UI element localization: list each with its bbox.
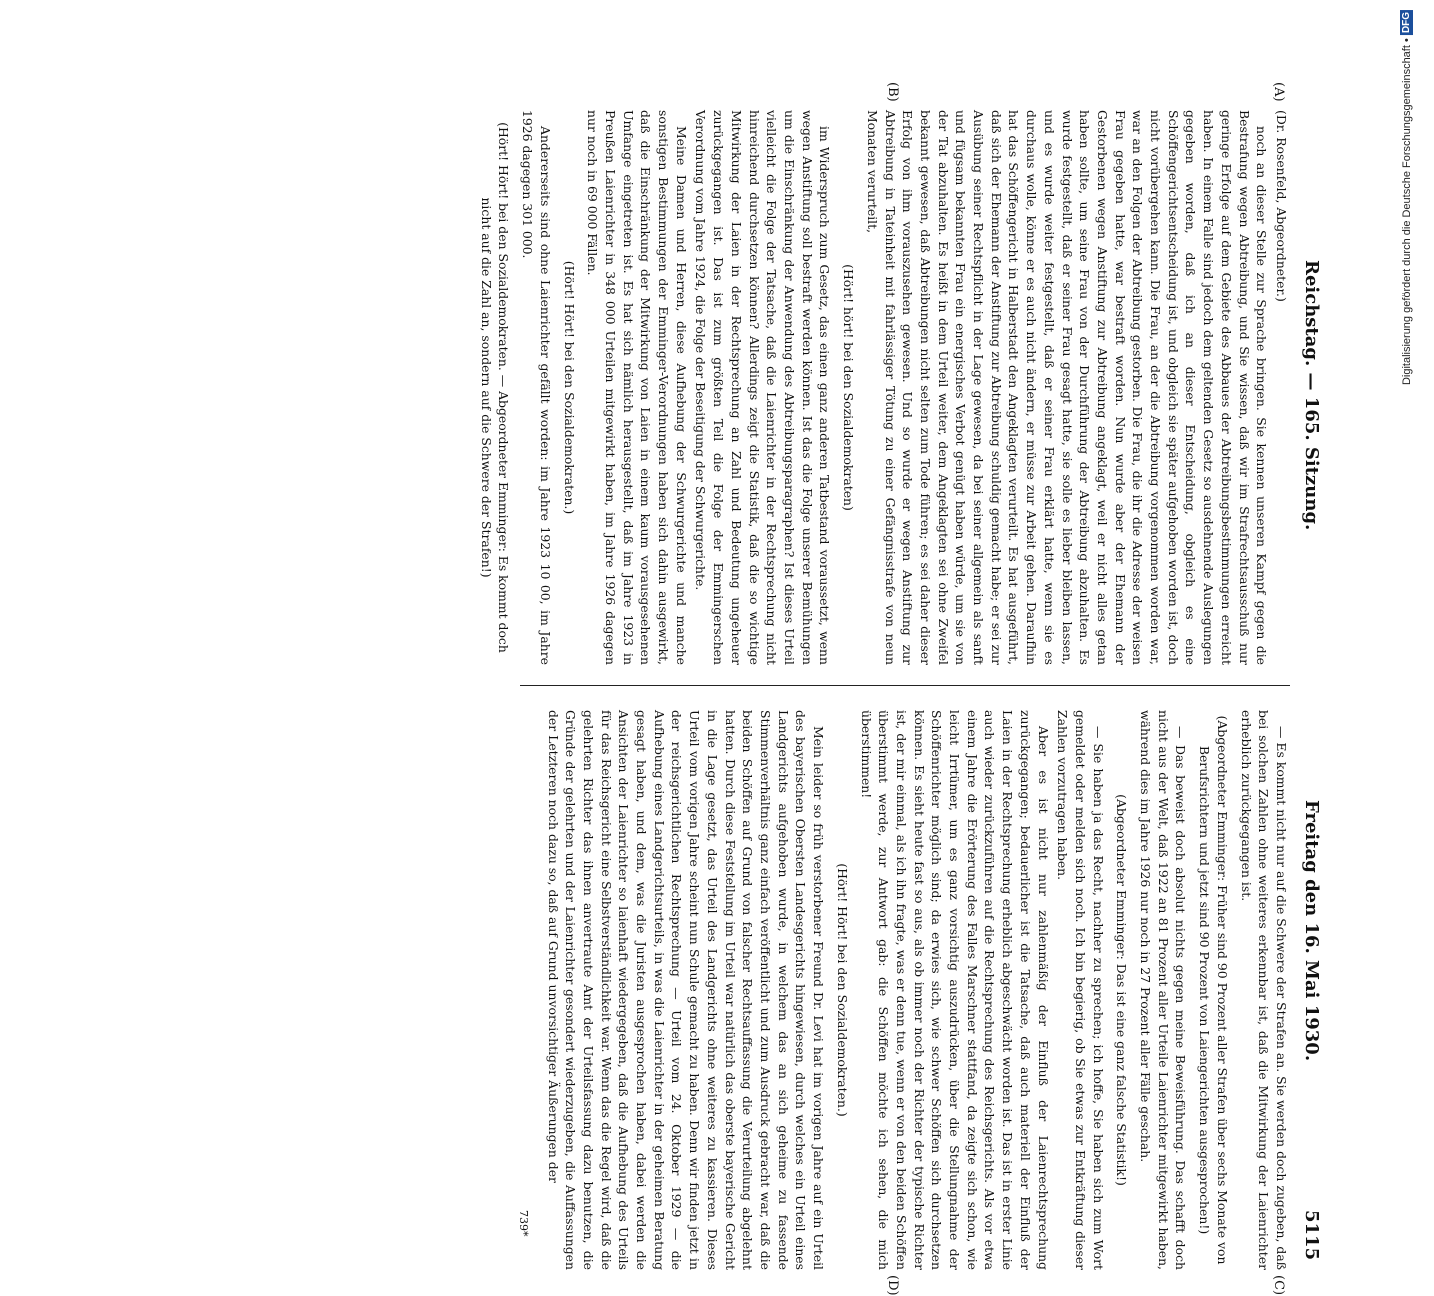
margin-marker-c: (C) <box>1271 1275 1286 1296</box>
paragraph: Andererseits sind ohne Laienrichter gefällt worden: im Jahre 1923 10 00, im Jahre 1926 dagegen 301 000. <box>520 110 553 665</box>
attribution-text: Digitalisierung gefördert durch die Deutsche Forschungsgemeinschaft • <box>1401 38 1413 386</box>
paragraph: — Sie haben ja das Recht, nachher zu sprechen; ich hoffe, Sie haben sich zum Wort gemeldet oder melden sich noch. Ich bin begierig, ob Sie etwas zur Entkräftung dieser Zahlen vorzutragen haben. <box>1055 710 1106 1270</box>
right-column <box>520 710 1290 1270</box>
header-left: Reichstag. — 165. Sitzung. <box>1301 260 1322 531</box>
dfg-logo: DFG <box>1401 12 1412 34</box>
paragraph: Mein leider so früh verstorbener Freund Dr. Levi hat im vorigen Jahre auf ein Urteil des bayerischen Obersten Landesgerichts hingewiesen, durch welches ein Urteil eines Landgerichts aufgehoben wurde, in welchem das an sich geheime zu fassende Stimmenverhältnis ganz einfach veröffentlicht und zum Ausdruck gebracht war, daß die beiden Schöffen auf Grund von falscher Rechtsauffassung die Verurteilung abgelehnt hatten. Durch diese Feststellung im Urteil war natürlich das oberste bayerische Gericht in die Lage gesetzt, das Urteil des Landgerichts ohne weiteres zu kassieren. Dieses Urteil vom vorigen Jahre scheint nun Schule gemacht zu haben. Denn wir finden jetzt in der reichsgerichtlichen Rechtsprechung — Urteil vom 24. Oktober 1929 — die Aufhebung eines Landgerichtsurteils, in was die Laienrichter in der geheimen Beratung gesagt haben, und dem, was die Juristen ausgesprochen haben, dabei werden die Ansichten der Laienrichter so laienhaft wiedergegeben, daß die Aufhebung des Urteils für das Reichsgericht eine Selbstverständlichkeit war. Wenn das die Regel wird, daß die gelehrten Richter das ihnen anvertraute Amt der Urteilsfassung dazu benutzen, die Gründe der gelehrten und der Laienrichter gesondert wiederzugeben, die Auffassungen der Letzteren noch dazu so, daß auf Grund unvorsichtiger Äußerungen der <box>545 710 827 1270</box>
speaker-label: (Dr. Rosenfeld, Abgeordneter.) <box>1274 110 1289 302</box>
header-right: Freitag den 16. Mai 1930. <box>1301 800 1322 1062</box>
margin-marker-a: (A) <box>1271 82 1286 102</box>
page-number: 5115 <box>1301 1210 1322 1261</box>
interjection: (Abgeordneter Emminger: Früher sind 90 Prozent aller Strafen über sechs Monate von Berufsrichtern und jetzt sind 90 Prozent von Laiengerichten ausgesprochen!) <box>1197 715 1230 1265</box>
sidebar-attribution <box>1400 10 1430 980</box>
paragraph: im Widerspruch zum Gesetz, das einen ganz anderen Tatbestand voraussetzt, wenn wegen Anstiftung soll bestraft werden können. Ist das die Folge unserer Bemühungen um die Einschränkung der Anwendung des Abtreibungsparagraphen? Ist dieses Urteil vielleicht die Folge der Tatsache, daß die Laienrichter in der Rechtsprechung nicht hinreichend durchsetzen können? Allerdings zeigt die Statistik, daß die so wichtige Mitwirkung der Laien in der Rechtsprechung an Zahl und Bedeutung ungeheuer zurückgegangen ist. Das ist zum größten Teil die Folge der Emmingerschen Verordnung vom Jahre 1924, die Folge der Beseitigung der Schwurgerichte. <box>693 110 833 665</box>
column-divider <box>520 685 1290 686</box>
interjection: (Hört! Hört! bei den Sozialdemokraten. — Abgeordneter Emminger: Es kommt doch nicht auf die Zahl an, sondern auf die Schwere der Strafen!) <box>478 122 512 653</box>
paragraph: Meine Damen und Herren, diese Aufhebung der Schwurgerichte und manche sonstigen Bestimmungen der Emminger-Verordnungen haben sich dahin ausgewirkt, daß die Einschränkung der Mitwirkung von Laien in einem kaum vorausgesehenen Umfange eingetreten ist. Es hat sich nämlich herausgestellt, daß im Jahre 1923 in Preußen Laienrichter in 348 000 Urteilen mitgewirkt haben, im Jahre 1926 dagegen nur noch in 69 000 Fällen. <box>585 110 689 665</box>
margin-marker-b: (B) <box>885 82 900 102</box>
paragraph: Aber es ist nicht nur zahlenmäßig der Einfluß der Laienrechtsprechung zurückgegangen; bedauerlicher ist die Tatsache, daß auch materiell der Einfluß der Laien in der Rechtsprechung erheblich abgeschwächt worden ist. Das ist in erster Linie auch wieder zurückzuführen auf die Rechtsprechung des Reichsgerichts. Als vor etwa einem Jahre die Erörterung des Falles Marschner stattfand, da zeigte sich schon, wie leicht Irrtümer, um es ganz vorsichtig auszudrücken, über die Stellungnahme der Schöffenrichter möglich sind; da erwies sich, wie schwer Schöffen sich durchsetzen können. Es sieht heute fast so aus, als ob immer noch der Richter der typische Richter ist, der mir einmal, als ich ihn fragte, was er denn tue, wenn er von den beiden Schöffen überstimmt werde, zur Antwort gab: die Schöffen möchte ich sehen, die mich überstimmen! <box>858 710 1051 1270</box>
page-header <box>1290 80 1330 1295</box>
footer-number: 739* <box>517 1210 530 1237</box>
margin-marker-d: (D) <box>885 1275 900 1296</box>
paragraph: — Das beweist doch absolut nichts gegen meine Beweisführung. Das schafft doch nicht aus der Welt, daß 1922 an 81 Prozent aller Urteile Laienrichter mitgewirkt haben, während dies im Jahre 1926 nur noch in 27 Prozent aller Fälle geschah. <box>1138 710 1189 1270</box>
document-page <box>115 80 1330 1296</box>
paragraph: — Es kommt nicht nur auf die Schwere der Strafen an. Sie werden doch zugeben, daß bei solchen Zahlen ohne weiteres erkennbar ist, daß die Mitwirkung der Laienrichter erheblich zurückgegangen ist. <box>1238 710 1289 1270</box>
interjection: (Abgeordneter Emminger: Das ist eine ganz falsche Statistik!) <box>1114 794 1130 1186</box>
left-column <box>478 110 1290 665</box>
interjection: (Hört! Hört! bei den Sozialdemokraten.) <box>561 260 577 515</box>
interjection: (Hört! Hört! bei den Sozialdemokraten.) <box>834 863 850 1117</box>
interjection: (Hört! hört! bei den Sozialdemokraten) <box>841 264 857 511</box>
paragraph: noch an dieser Stelle zur Sprache bringen. Sie kennen unseren Kampf gegen die Bestrafung wegen Abtreibung, und Sie wissen, daß wir im Strafrechtsausschuß nur geringe Erfolge auf dem Gebiete des Abbaues der Abtreibungsbestimmungen erreicht haben. In einem Falle sind jedoch dem geltenden Gesetz so ausdehnende Auslegungen gegeben worden, daß ich an dieser Entscheidung, obgleich es eine Schöffengerichtsentscheidung ist, und obgleich sie später aufgehoben worden ist, doch nicht vorübergehen kann. Die Frau, an der die Abtreibung vorgenommen worden war, war an den Folgen der Abtreibung gestorben. Die Frau, die ihr die Adresse der weisen Frau gegeben hatte, war bestraft worden. Nun wurde aber der Ehemann der Gestorbenen wegen Anstiftung zur Abtreibung angeklagt, weil er nicht alles getan haben sollte, um seine Frau von der Durchführung der Abtreibung abzuhalten. Es wurde festgestellt, daß er seiner Frau gesagt hatte, sie solle es lieber bleiben lassen, und es wurde weiter festgestellt, daß er seiner Frau erklärt hatte, wenn sie es durchaus wolle, könne er es auch nicht ändern, er müsse zur Arbeit gehen. Daraufhin hat das Schöffengericht in Halberstadt den Angeklagten verurteilt. Es hat ausgeführt, daß sich der Ehemann der Anstiftung zur Abtreibung schuldig gemacht habe; er sei zur Ausübung seiner Rechtspflicht in der Lage gewesen, da bei seiner allgemein als sanft und fügsam bekannten Frau ein energisches Verbot genügt haben würde, um sie von der Tat abzuhalten. Es heißt in dem Urteil weiter, dem Angeklagten sei ohne Zweifel bekannt gewesen, daß Abtreibungen nicht selten zum Tode führen; es sei daher dieser Erfolg von ihm vorauszusehen gewesen. Und so wurde er wegen Anstiftung zur Abtreibung in Tateinheit mit fahrlässiger Tötung zu einer Gefängnisstrafe von neun Monaten verurteilt, <box>864 110 1270 665</box>
